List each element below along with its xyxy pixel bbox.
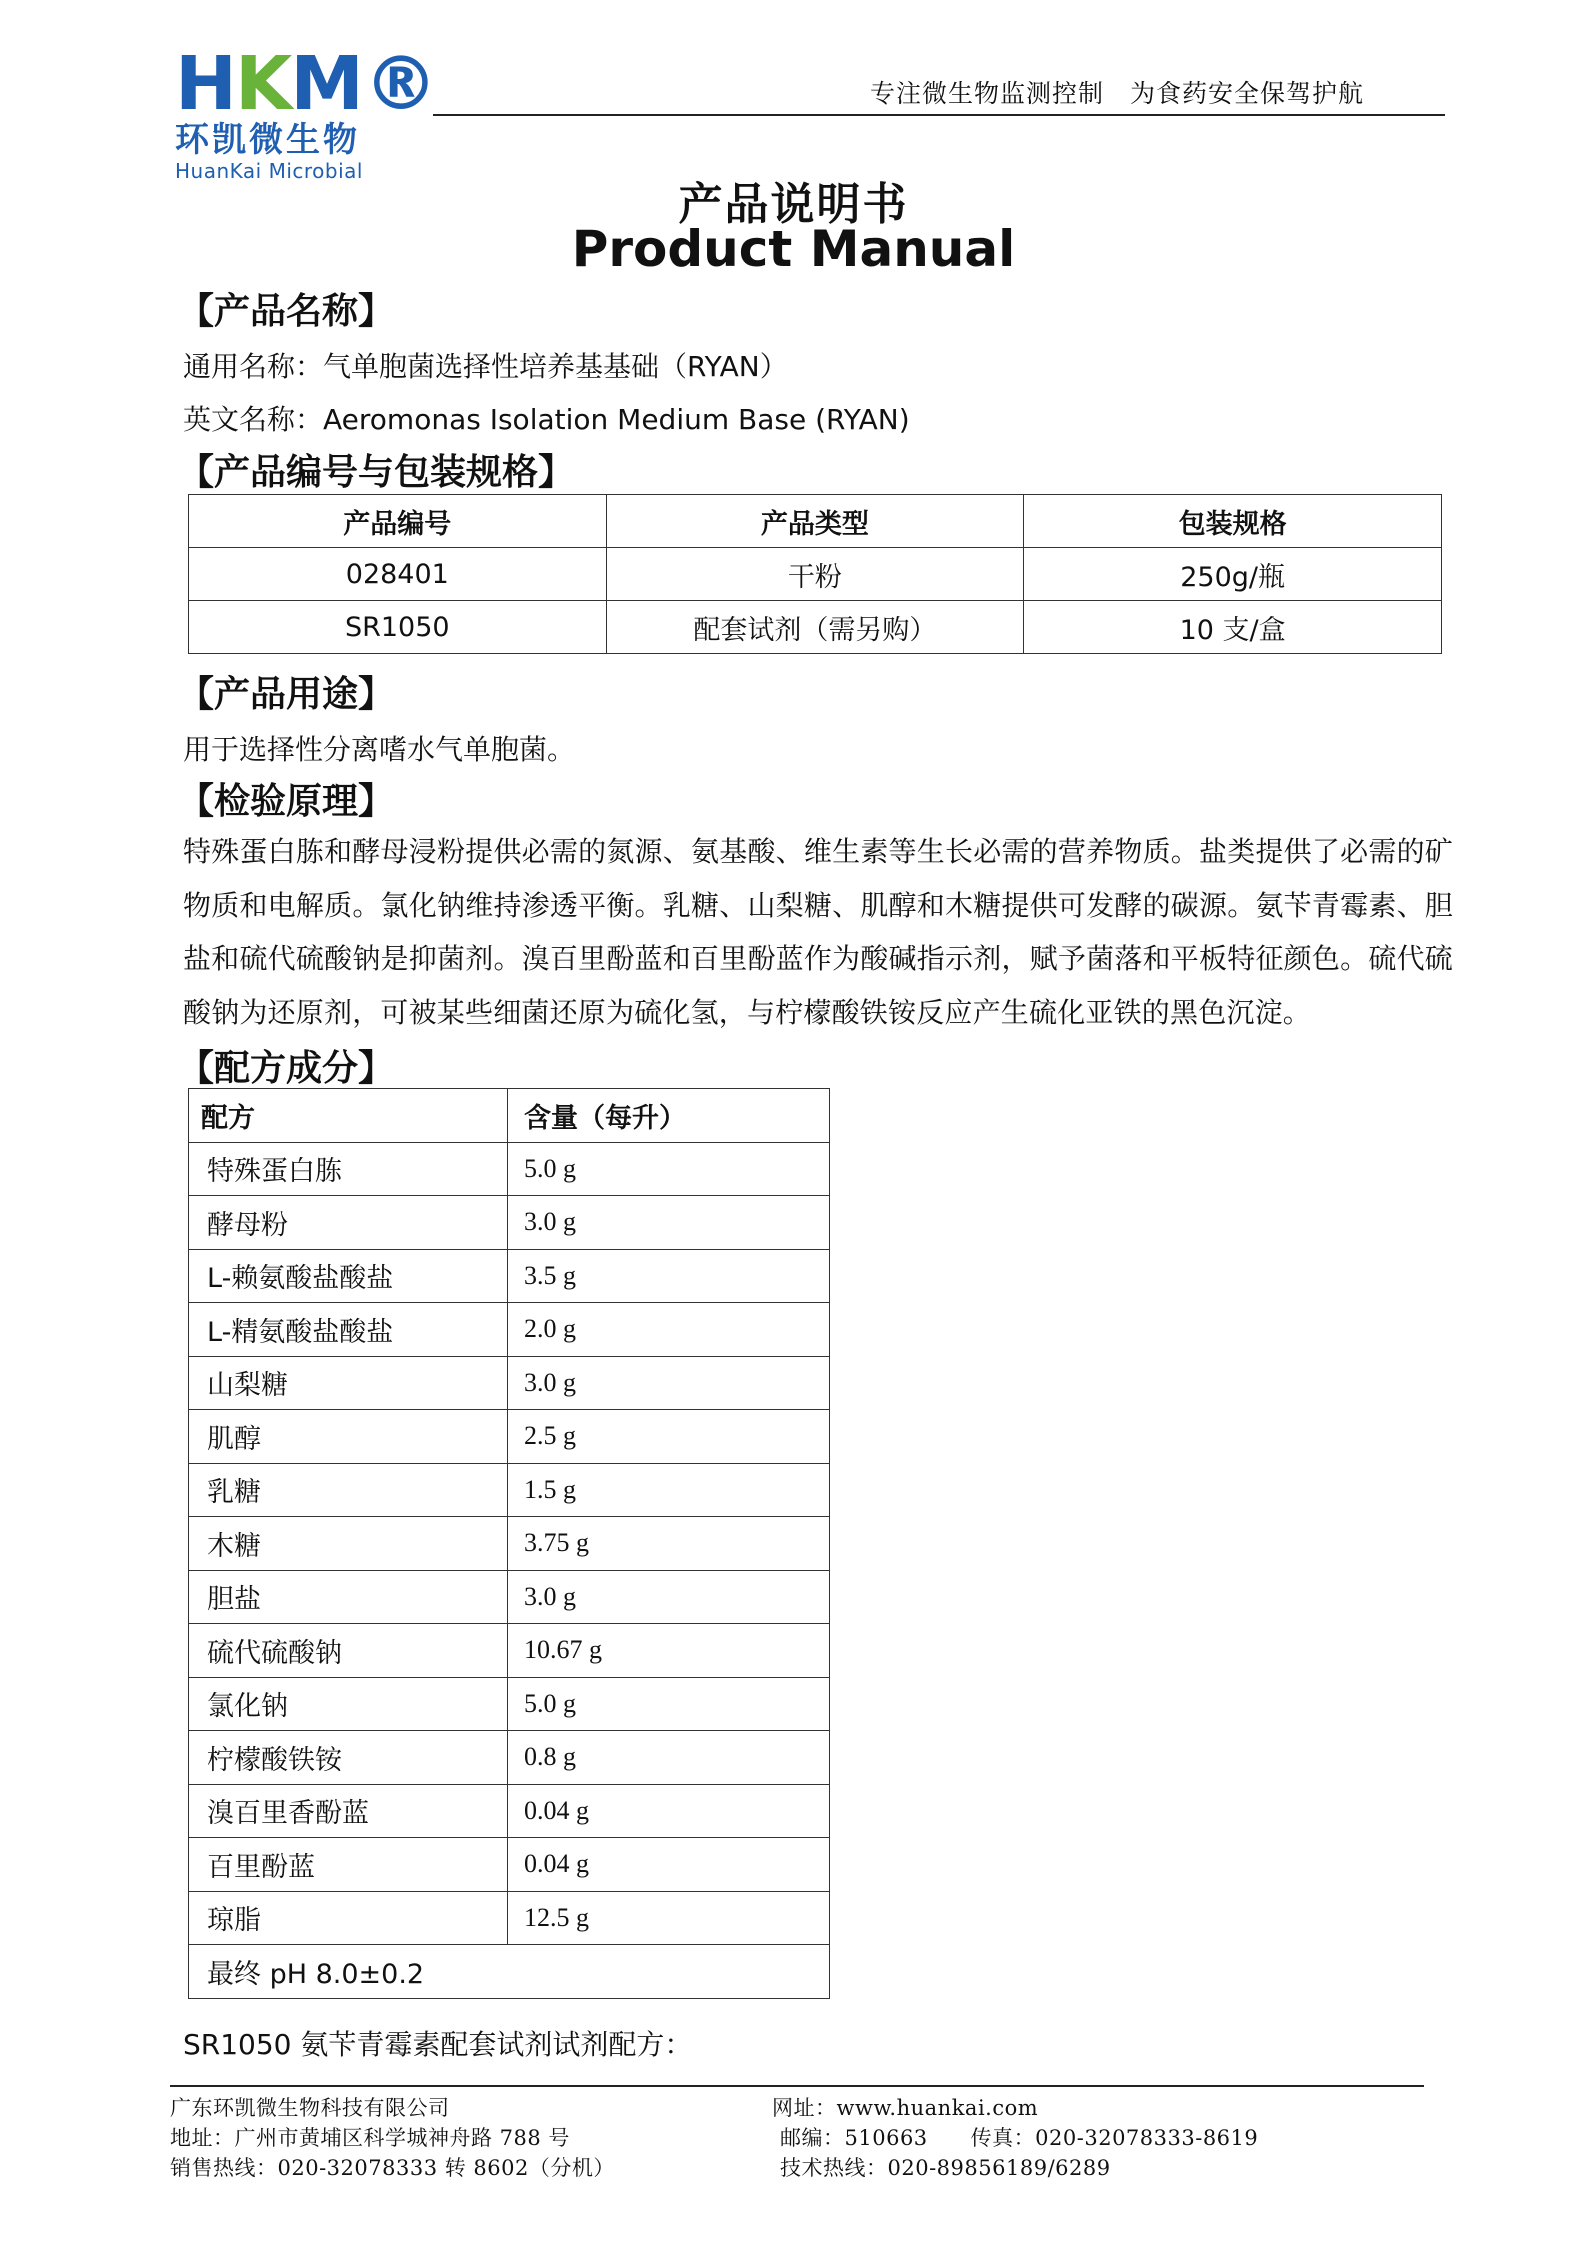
amount-cell: 12.5 g <box>508 1891 830 1945</box>
header-product-code: 产品编号 <box>189 495 607 548</box>
formula-table <box>188 1088 830 1999</box>
table-row <box>189 1249 830 1303</box>
table-row <box>189 1142 830 1196</box>
product-type-cell: 干粉 <box>606 548 1024 601</box>
table-row <box>189 1303 830 1357</box>
logo-letter-m: M <box>290 41 362 127</box>
section-product-name: 【产品名称】 <box>178 291 395 332</box>
logo-letter-k: K <box>234 41 291 127</box>
ingredient-cell: 山梨糖 <box>189 1356 508 1410</box>
package-spec-cell: 250g/瓶 <box>1024 548 1442 601</box>
amount-cell: 3.5 g <box>508 1249 830 1303</box>
amount-cell: 5.0 g <box>508 1142 830 1196</box>
amount-cell: 1.5 g <box>508 1463 830 1517</box>
header-ingredient: 配方 <box>189 1089 508 1143</box>
amount-cell: 0.04 g <box>508 1838 830 1892</box>
title-english: Product Manual <box>571 220 1016 278</box>
logo-english-name: HuanKai Microbial <box>175 159 363 183</box>
packaging-table <box>188 494 1442 654</box>
ingredient-cell: L-赖氨酸盐酸盐 <box>189 1249 508 1303</box>
table-header-row <box>189 1089 830 1143</box>
table-row <box>189 1356 830 1410</box>
footer-sales-hotline: 销售热线：020-32078333 转 8602（分机） <box>170 2156 615 2180</box>
table-row <box>189 1891 830 1945</box>
section-packaging: 【产品编号与包装规格】 <box>178 452 575 493</box>
amount-cell: 3.0 g <box>508 1570 830 1624</box>
logo-letter-h: H <box>175 41 235 127</box>
amount-cell: 3.0 g <box>508 1356 830 1410</box>
product-code-cell: 028401 <box>189 548 607 601</box>
table-row <box>189 1517 830 1571</box>
ingredient-cell: 百里酚蓝 <box>189 1838 508 1892</box>
ingredient-cell: 肌醇 <box>189 1410 508 1464</box>
table-header-row <box>189 495 1442 548</box>
table-row <box>189 1784 830 1838</box>
ingredient-cell: 酵母粉 <box>189 1196 508 1250</box>
table-row <box>189 601 1442 654</box>
header-product-type: 产品类型 <box>606 495 1024 548</box>
ingredient-cell: L-精氨酸盐酸盐 <box>189 1303 508 1357</box>
reagent-formula-note: SR1050 氨苄青霉素配套试剂试剂配方： <box>183 2028 693 2061</box>
footer-company: 广东环凯微生物科技有限公司 <box>170 2096 450 2120</box>
ingredient-cell: 氯化钠 <box>189 1677 508 1731</box>
section-usage: 【产品用途】 <box>178 674 395 715</box>
ingredient-cell: 木糖 <box>189 1517 508 1571</box>
table-row <box>189 1196 830 1250</box>
amount-cell: 3.75 g <box>508 1517 830 1571</box>
generic-name: 通用名称：气单胞菌选择性培养基基础（RYAN） <box>183 350 788 383</box>
ingredient-cell: 乳糖 <box>189 1463 508 1517</box>
header-package-spec: 包装规格 <box>1024 495 1442 548</box>
table-row <box>189 1731 830 1785</box>
table-row <box>189 1570 830 1624</box>
logo-mark <box>175 41 436 127</box>
table-row <box>189 1624 830 1678</box>
product-code-cell: SR1050 <box>189 601 607 654</box>
section-principle: 【检验原理】 <box>178 781 395 822</box>
registered-mark: ® <box>363 41 436 127</box>
footer-website: 网址：www.huankai.com <box>772 2096 1039 2120</box>
footer-address: 地址：广州市黄埔区科学城神舟路 788 号 <box>170 2126 570 2150</box>
footer-divider <box>170 2085 1424 2087</box>
table-row <box>189 1463 830 1517</box>
title-chinese: 产品说明书 <box>678 179 909 230</box>
ingredient-cell: 溴百里香酚蓝 <box>189 1784 508 1838</box>
principle-text: 特殊蛋白胨和酵母浸粉提供必需的氮源、氨基酸、维生素等生长必需的营养物质。盐类提供了必需的矿物质和电解质。氯化钠维持渗透平衡。乳糖、山梨糖、肌醇和木糖提供可发酵的碳源。氨苄青霉素、胆盐和硫代硫酸钠是抑菌剂。溴百里酚蓝和百里酚蓝作为酸碱指示剂，赋予菌落和平板特征颜色。硫代硫酸钠为还原剂，可被某些细菌还原为硫化氢，与柠檬酸铁铵反应产生硫化亚铁的黑色沉淀。 <box>183 835 1453 1029</box>
amount-cell: 2.5 g <box>508 1410 830 1464</box>
amount-cell: 0.8 g <box>508 1731 830 1785</box>
amount-cell: 3.0 g <box>508 1196 830 1250</box>
table-row <box>189 548 1442 601</box>
usage-text: 用于选择性分离嗜水气单胞菌。 <box>183 733 576 766</box>
ingredient-cell: 硫代硫酸钠 <box>189 1624 508 1678</box>
amount-cell: 10.67 g <box>508 1624 830 1678</box>
header-amount: 含量（每升） <box>508 1089 830 1143</box>
english-name: 英文名称：Aeromonas Isolation Medium Base (RYAN) <box>183 403 910 436</box>
logo-chinese-name: 环凯微生物 <box>175 120 360 160</box>
footer-postcode-fax: 邮编：510663 传真：020-32078333-8619 <box>780 2126 1259 2150</box>
ingredient-cell: 柠檬酸铁铵 <box>189 1731 508 1785</box>
ingredient-cell: 琼脂 <box>189 1891 508 1945</box>
header-slogan: 专注微生物监测控制 为食药安全保驾护航 <box>870 79 1365 108</box>
final-ph-cell: 最终 pH 8.0±0.2 <box>189 1945 830 1999</box>
table-row <box>189 1410 830 1464</box>
header-divider <box>433 114 1445 116</box>
table-row <box>189 1677 830 1731</box>
table-row <box>189 1838 830 1892</box>
ingredient-cell: 胆盐 <box>189 1570 508 1624</box>
section-formula: 【配方成分】 <box>178 1048 395 1089</box>
package-spec-cell: 10 支/盒 <box>1024 601 1442 654</box>
product-type-cell: 配套试剂（需另购） <box>606 601 1024 654</box>
amount-cell: 2.0 g <box>508 1303 830 1357</box>
final-ph-row <box>189 1945 830 1999</box>
company-logo <box>175 41 436 183</box>
footer-tech-hotline: 技术热线：020-89856189/6289 <box>780 2156 1111 2180</box>
amount-cell: 0.04 g <box>508 1784 830 1838</box>
ingredient-cell: 特殊蛋白胨 <box>189 1142 508 1196</box>
amount-cell: 5.0 g <box>508 1677 830 1731</box>
